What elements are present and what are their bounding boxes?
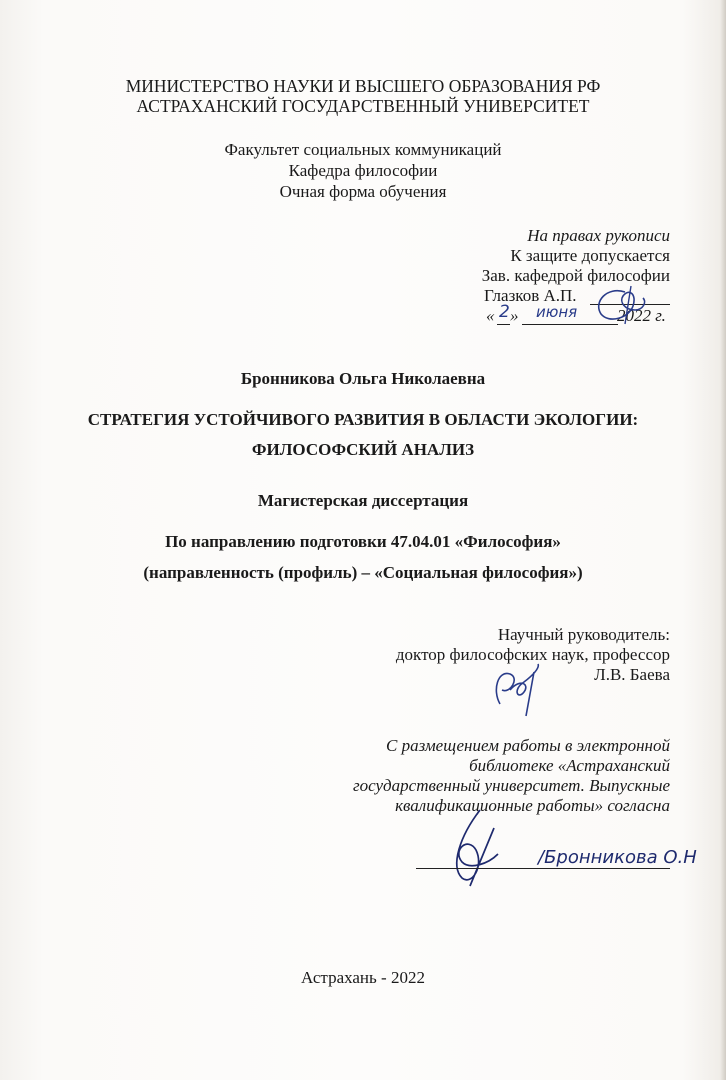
date-day-underline (497, 324, 510, 325)
ministry-name: МИНИСТЕРСТВО НАУКИ И ВЫСШЕГО ОБРАЗОВАНИЯ РФ (125, 76, 601, 96)
author-signature-text: /Бронникова О.Н (538, 847, 697, 868)
study-direction: По направлению подготовки 47.04.01 «Философия» (165, 532, 561, 551)
consent-line-3: государственный университет. Выпускные (353, 776, 670, 795)
head-of-department-name: Глазков А.П. (484, 286, 577, 305)
date-day: 2 (499, 302, 510, 322)
date-close-quote: » (510, 306, 519, 325)
thesis-title-line-2: ФИЛОСОФСКИЙ АНАЛИЗ (251, 440, 475, 459)
consent-line-4: квалификационные работы» согласна (395, 796, 670, 815)
date-open-quote: « (486, 306, 495, 325)
department-name: Кафедра философии (288, 161, 438, 180)
consent-line-1: С размещением работы в электронной (386, 736, 670, 755)
author-signature-image (440, 806, 510, 888)
university-name: АСТРАХАНСКИЙ ГОСУДАРСТВЕННЫЙ УНИВЕРСИТЕТ (136, 96, 590, 116)
study-form: Очная форма обучения (279, 182, 447, 201)
thesis-title-line-1: СТРАТЕГИЯ УСТОЙЧИВОГО РАЗВИТИЯ В ОБЛАСТИ ЭКОЛОГИИ: (87, 410, 639, 429)
supervisor-signature-image (486, 660, 548, 718)
date-month: июня (536, 303, 578, 321)
supervisor-degree: доктор философских наук, профессор (395, 645, 670, 664)
faculty-name: Факультет социальных коммуникаций (224, 140, 502, 159)
admission-text: К защите допускается (510, 246, 670, 265)
work-type: Магистерская диссертация (257, 491, 469, 510)
city-year: Астрахань - 2022 (301, 968, 425, 987)
head-signature-image (585, 280, 665, 328)
consent-signature-line (416, 868, 670, 869)
manuscript-note: На правах рукописи (527, 226, 670, 245)
author-name: Бронникова Ольга Николаевна (240, 369, 486, 388)
supervisor-name: Л.В. Баева (594, 665, 670, 684)
study-profile: (направленность (профиль) – «Социальная философия») (143, 563, 583, 582)
head-of-department-title: Зав. кафедрой философии (481, 266, 670, 285)
supervisor-label: Научный руководитель: (497, 625, 670, 644)
date-year: 2022 г. (617, 306, 666, 325)
consent-line-2: библиотеке «Астраханский (469, 756, 670, 775)
